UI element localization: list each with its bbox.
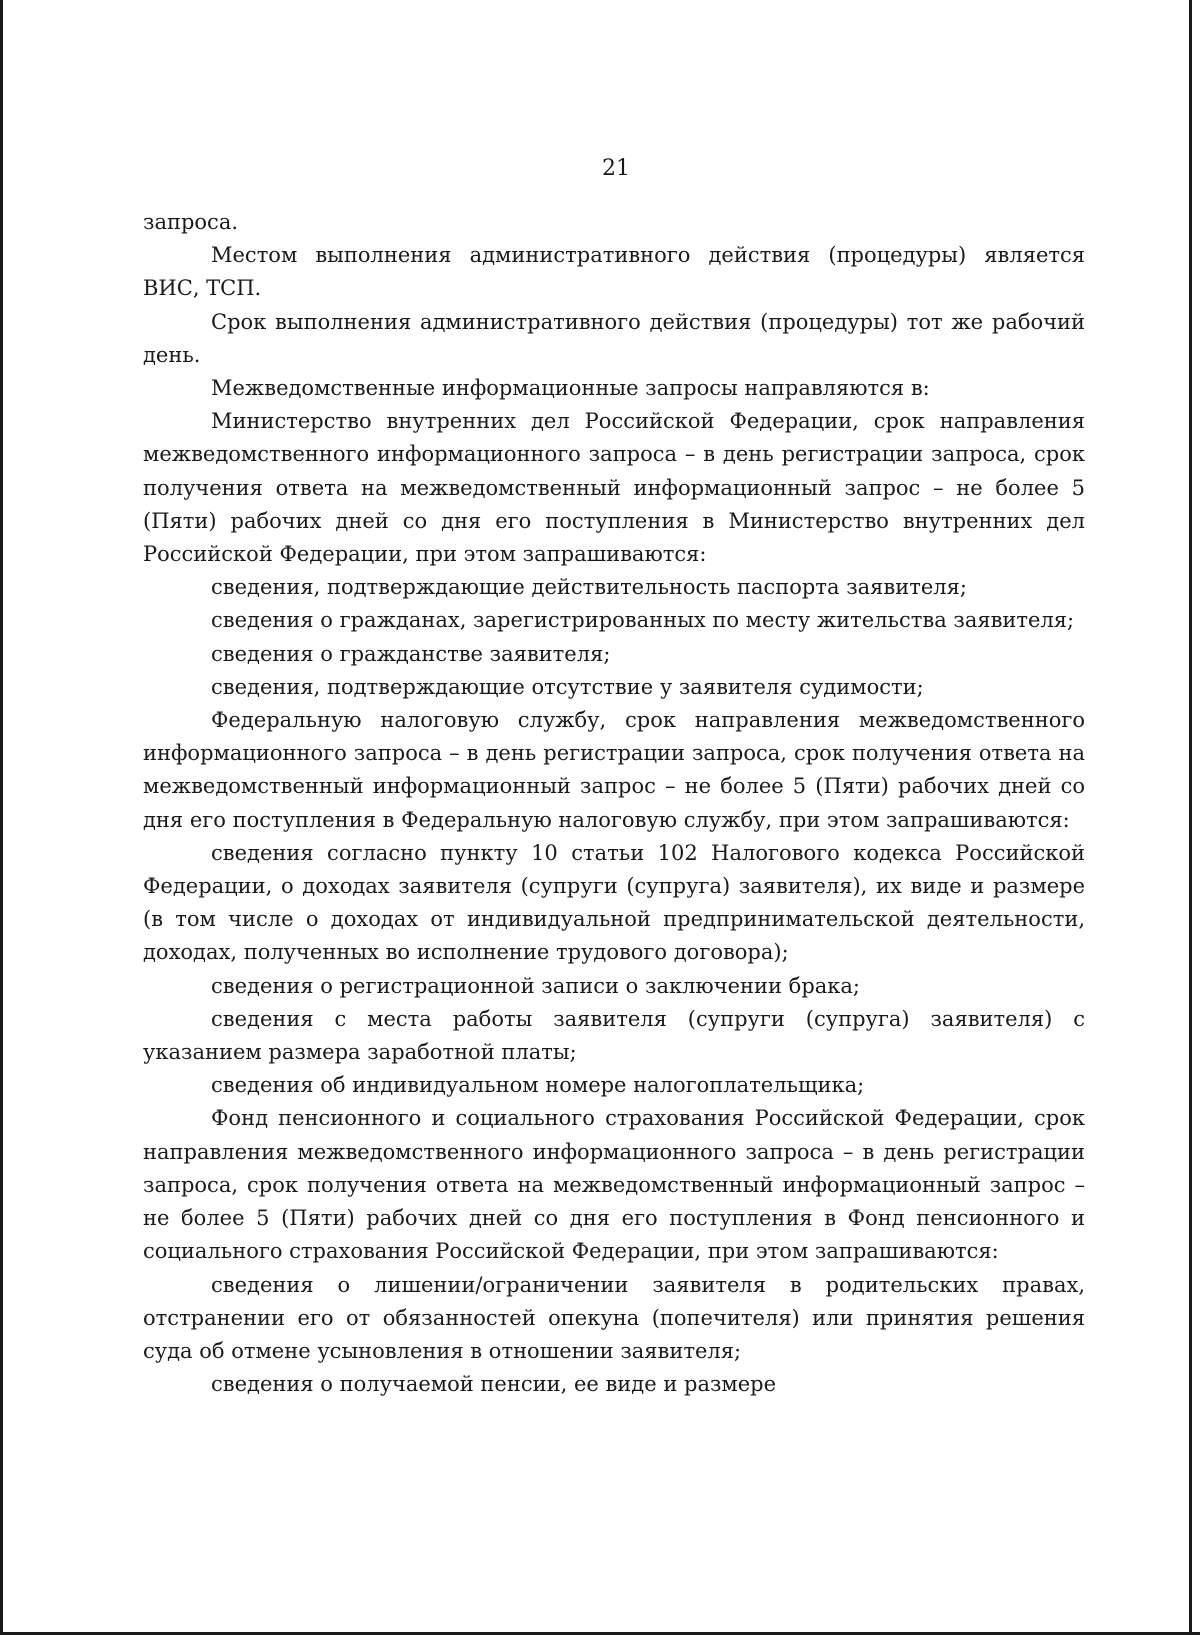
paragraph-fns: Федеральную налоговую службу, срок направления межведомственного информационного запроса – в день регистрации запроса, срок получения ответа на межведомственный информационный запрос – не более 5 (Пяти) рабочих дней со дня его поступления в Федеральную налоговую службу, при этом запрашиваются: xyxy=(143,708,1085,832)
list-item: сведения с места работы заявителя (супруги (супруга) заявителя) с указанием размера заработной платы; xyxy=(143,1006,1085,1065)
list-item: сведения о гражданстве заявителя; xyxy=(211,641,611,666)
list-item: сведения об индивидуальном номере налогоплательщика; xyxy=(211,1073,865,1098)
list-item: сведения о регистрационной записи о заключении брака; xyxy=(211,973,861,998)
paragraph-mvd: Министерство внутренних дел Российской Федерации, срок направления межведомственного информационного запроса – в день регистрации запроса, срок получения ответа на межведомственный информационный запрос – не более 5 (Пяти) рабочих дней со дня его поступления в Министерство внутренних дел Российской Федерации, при этом запрашиваются: xyxy=(143,409,1085,567)
list-item: сведения о гражданах, зарегистрированных по месту жительства заявителя; xyxy=(211,608,1075,633)
list-item: сведения о лишении/ограничении заявителя в родительских правах, отстранении его от обязанностей опекуна (попечителя) или принятия решения суда об отмене усыновления в отношении заявителя; xyxy=(143,1272,1085,1363)
page-number: 21 xyxy=(602,156,630,181)
list-item: сведения о получаемой пенсии, ее виде и размере xyxy=(211,1372,777,1397)
list-item: сведения согласно пункту 10 статьи 102 Налогового кодекса Российской Федерации, о доходах заявителя (супруги (супруга) заявителя), их виде и размере (в том числе о доходах от индивидуальной предпринимательской деятельности, доходах, полученных во исполнение трудового договора); xyxy=(143,840,1085,965)
paragraph-place: Местом выполнения административного действия (процедуры) является ВИС, ТСП. xyxy=(143,243,1085,301)
scan-border-right xyxy=(1189,0,1192,1635)
paragraph-sfr: Фонд пенсионного и социального страхования Российской Федерации, срок направления межведомственного информационного запроса – в день регистрации запроса, срок получения ответа на межведомственный информационный запрос – не более 5 (Пяти) рабочих дней со дня его поступления в Фонд пенсионного и социального страхования Российской Федерации, при этом запрашиваются: xyxy=(143,1106,1085,1264)
paragraph-continuation: запроса. xyxy=(143,210,239,234)
document-body xyxy=(143,206,1085,1401)
paragraph-requests-intro: Межведомственные информационные запросы направляются в: xyxy=(211,376,930,401)
list-item: сведения, подтверждающие действительность паспорта заявителя; xyxy=(211,575,967,600)
list-item: сведения, подтверждающие отсутствие у заявителя судимости; xyxy=(211,674,924,699)
paragraph-term: Срок выполнения административного действия (процедуры) тот же рабочий день. xyxy=(143,309,1085,367)
scan-border-left xyxy=(0,0,3,1635)
